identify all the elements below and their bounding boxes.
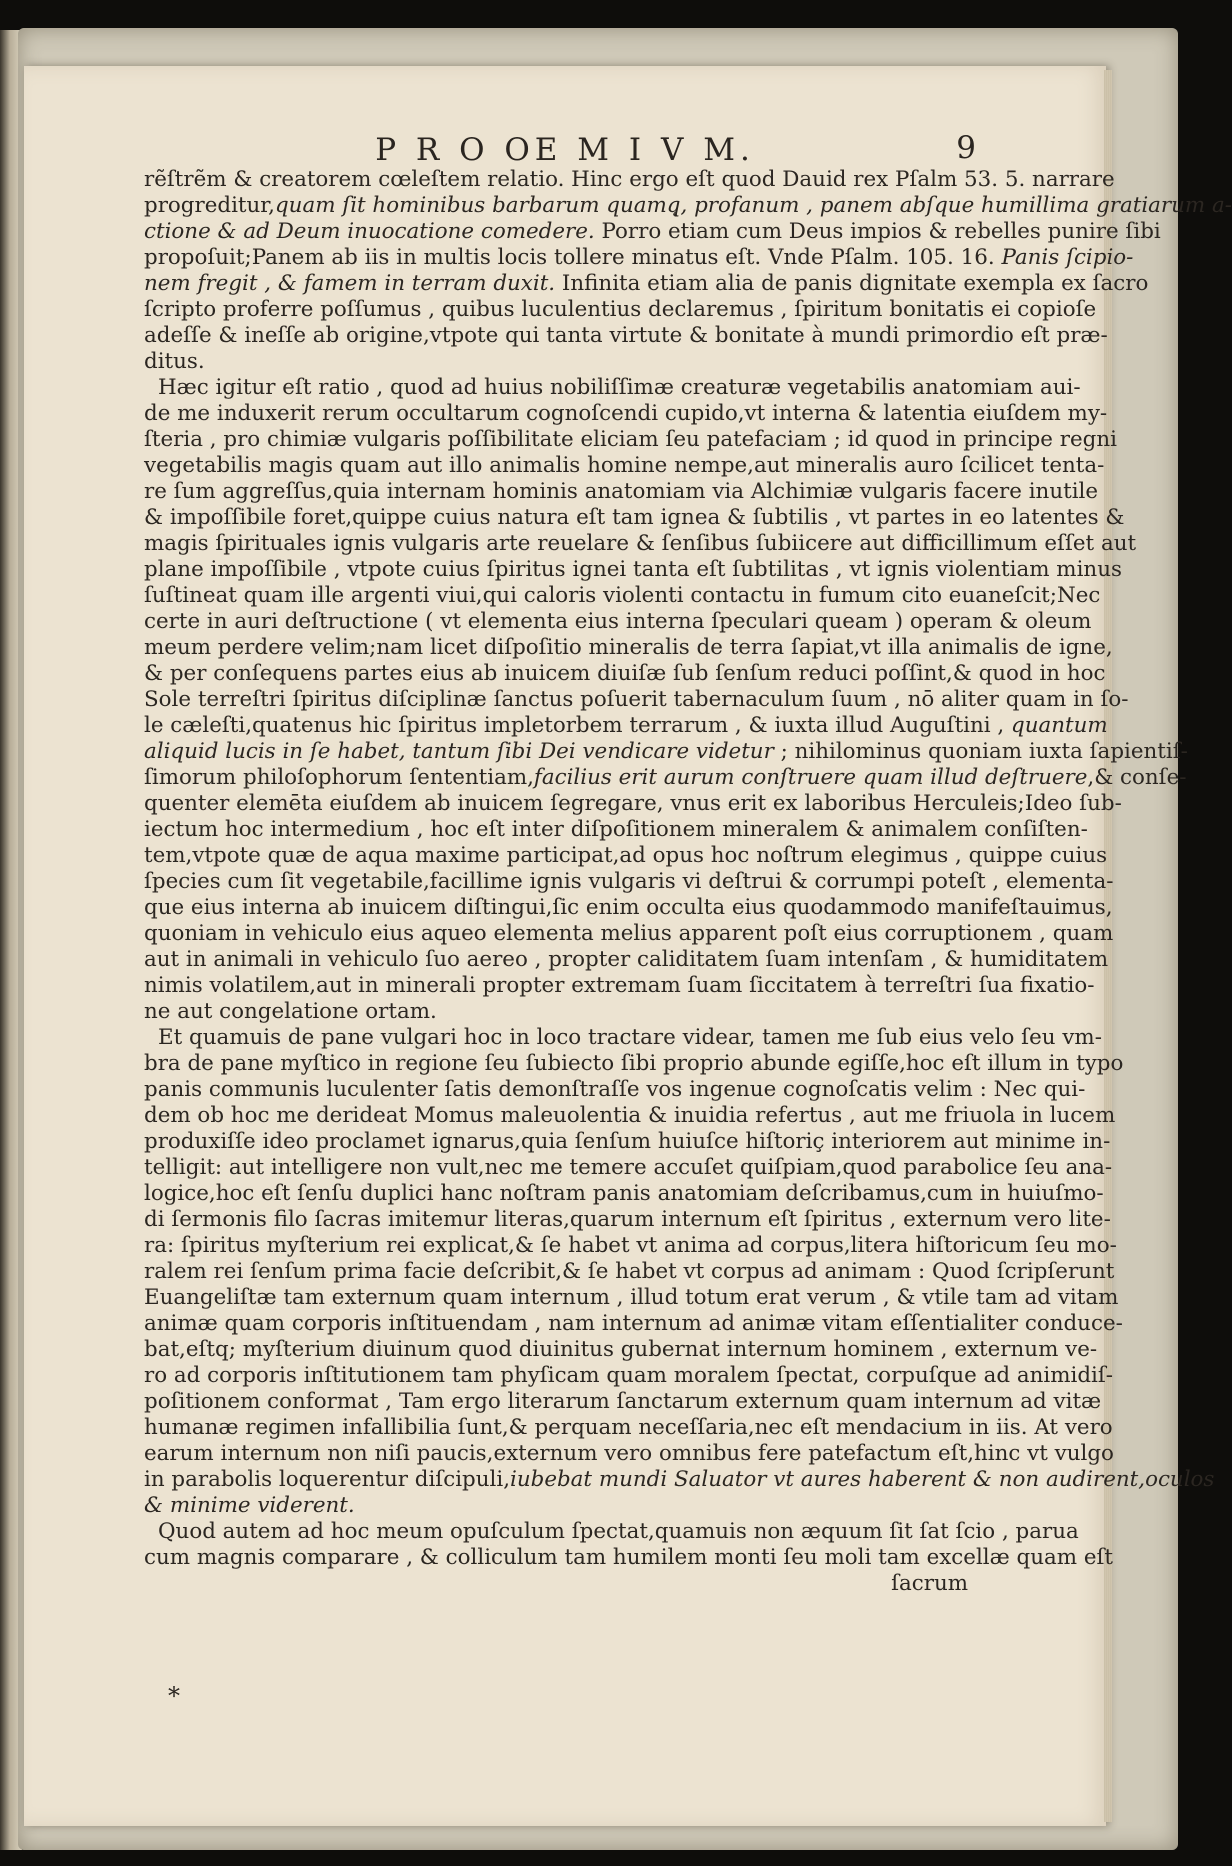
text-line: [144, 1363, 1114, 1389]
roman-run: earum internum non niſi paucis,externum vero omnibus fere patefactum eſt,hinc vt vulgo: [144, 1441, 1114, 1466]
roman-run: Et quamuis de pane vulgari hoc in loco tractare videar, tamen me ſub eius velo ſeu vm-: [158, 1025, 1102, 1050]
text-line: [144, 869, 1114, 895]
text-line: [144, 349, 968, 375]
text-line: [144, 193, 1232, 219]
roman-run: le cæleſti,quatenus hic ſpiritus impletorbem terrarum , & iuxta illud Auguſtini ,: [144, 713, 1005, 738]
roman-run: Quod autem ad hoc meum opuſculum ſpectat,quamuis non æquum ſit ſat ſcio , parua: [158, 1519, 1079, 1544]
text-line: [144, 843, 1108, 869]
roman-run: progreditur,: [144, 193, 275, 218]
roman-run: nimis volatilem,aut in minerali propter extremam ſuam ſiccitatem à terreſtri ſua fixatio-: [144, 973, 1095, 998]
roman-run: & impoſſibile foret,quippe cuius natura eſt tam ignea & ſubtilis , vt partes in eo latentes &: [144, 505, 1125, 530]
text-line: [144, 609, 1092, 635]
body-text: [144, 167, 1232, 1597]
text-line: [144, 661, 1106, 687]
text-line: [144, 479, 1099, 505]
roman-run: magis ſpirituales ignis vulgaris arte reuelare & ſenſibus ſubiicere aut difficillimum eſſet aut: [144, 531, 1137, 556]
text-line: [144, 687, 1129, 713]
text-line: [144, 427, 1117, 453]
text-line: [144, 1337, 1098, 1363]
roman-run: rẽſtrẽm & creatorem cœleſtem relatio. Hinc ergo eſt quod Dauid rex Pſalm 53. 5. narrare: [144, 167, 1115, 192]
text-line: [144, 167, 1115, 193]
roman-run: in parabolis loquerentur diſcipuli,: [144, 1467, 511, 1492]
roman-run: quoniam in vehiculo eius aqueo elementa melius apparent poſt eius corruptionem , quam: [144, 921, 1114, 946]
text-line: [144, 219, 1161, 245]
text-line: [144, 1389, 1102, 1415]
text-line: [144, 1103, 1116, 1129]
text-line: [144, 973, 1095, 999]
roman-run: Infinita etiam alia de panis dignitate exempla ex ſacro: [555, 271, 1149, 296]
roman-run: vegetabilis magis quam aut illo animalis homine nempe,aut mineralis auro ſcilicet tenta-: [144, 453, 1105, 478]
text-line: [144, 739, 1188, 765]
roman-run: Hæc igitur eſt ratio , quod ad huius nobiliſſimæ creaturæ vegetabilis anatomiam aui-: [158, 375, 1081, 400]
marginal-asterisk: *: [168, 1682, 180, 1710]
text-line: [144, 1519, 1079, 1545]
roman-run: bra de pane myſtico in regione ſeu ſubiecto ſibi proprio abunde egiſſe,hoc eſt illum in typo: [144, 1051, 1124, 1076]
text-line: [144, 557, 1122, 583]
roman-run: ditus.: [144, 349, 205, 374]
roman-run: ro ad corporis inſtitutionem tam phyſicam quam moralem ſpectat, corpuſque ad animidiſ-: [144, 1363, 1114, 1388]
text-line: [144, 1181, 1104, 1207]
roman-run: Sole terreſtri ſpiritus diſciplinæ ſanctus poſuerit tabernaculum ſuum , nō aliter quam in ſo-: [144, 687, 1129, 712]
roman-run: iectum hoc intermedium , hoc eſt inter diſpoſitionem mineralem & animalem conſiſten-: [144, 817, 1088, 842]
text-line: [144, 947, 1109, 973]
header-title: P R O OE M I V M.: [375, 132, 755, 168]
text-line: [144, 817, 1088, 843]
text-line: [144, 1155, 1113, 1181]
text-line: [144, 1441, 1114, 1467]
text-line: [144, 583, 1101, 609]
italic-run: aliquid lucis in ſe habet, tantum ſibi Dei vendicare videtur: [144, 739, 774, 764]
roman-run: humanæ regimen infallibilia ſunt,& perquam neceſſaria,nec eſt mendacium in iis. At vero: [144, 1415, 1113, 1440]
text-line: [144, 999, 968, 1025]
italic-run: ctione & ad Deum inuocatione comedere.: [144, 219, 595, 244]
text-line: [144, 453, 1105, 479]
text-line: [144, 1025, 1102, 1051]
text-line: [144, 1545, 1114, 1571]
text-line: [144, 1493, 968, 1519]
page-number: 9: [956, 130, 976, 166]
text-line: [144, 895, 1113, 921]
italic-run: iubebat mundi Saluator vt aures haberent & non audirent,oculos: [510, 1467, 1215, 1492]
text-line: [144, 1467, 1215, 1493]
roman-run: ; nihilominus quoniam iuxta ſapientiſ-: [773, 739, 1188, 764]
roman-run: ſuſtineat quam ille argenti viui,qui caloris violenti contactu in fumum cito euaneſcit;Nec: [144, 583, 1101, 608]
text-line: [144, 1233, 1117, 1259]
italic-run: facilius erit aurum conſtruere quam illud deſtruere: [533, 765, 1088, 790]
text-line: [144, 1051, 1124, 1077]
text-line: [144, 1077, 1086, 1103]
roman-run: tem,vtpote quæ de aqua maxime participat,ad opus hoc noſtrum elegimus , quippe cuius: [144, 843, 1108, 868]
text-line: [144, 765, 1187, 791]
roman-run: ra: ſpiritus myſterium rei explicat,& ſe habet vt anima ad corpus,litera hiſtoricum ſeu mo-: [144, 1233, 1117, 1258]
roman-run: plane impoſſibile , vtpote cuius ſpiritus ignei tanta eſt ſubtilitas , vt ignis violentiam minus: [144, 557, 1122, 582]
text-line: [144, 531, 1137, 557]
text-line: [144, 297, 1097, 323]
roman-run: re ſum aggreſſus,quia internam hominis anatomiam via Alchimiæ vulgaris facere inutile: [144, 479, 1099, 504]
roman-run: ralem rei ſenſum prima facie deſcribit,& ſe habet vt corpus ad animam : Quod ſcripſerunt: [144, 1259, 1115, 1284]
text-line: [144, 1129, 1111, 1155]
running-head: [24, 128, 1106, 168]
roman-run: ſpecies cum ſit vegetabile,facillime ignis vulgaris vi deſtrui & corrumpi poteſt , elementa-: [144, 869, 1114, 894]
roman-run: certe in auri deſtructione ( vt elementa eius interna ſpeculari queam ) operam & oleum: [144, 609, 1092, 634]
text-line: [144, 245, 1134, 271]
text-line: [144, 271, 1149, 297]
roman-run: ne aut congelatione ortam.: [144, 999, 437, 1024]
roman-run: produxiſſe ideo proclamet ignarus,quia ſenſum huiuſce hiſtoriç interiorem aut minime in-: [144, 1129, 1111, 1154]
italic-run: quantum: [1004, 713, 1108, 738]
roman-run: ſimorum philoſophorum ſententiam,: [144, 765, 534, 790]
roman-run: panis communis luculenter ſatis demonſtraſſe vos ingenue cognoſcatis velim : Nec qui-: [144, 1077, 1086, 1102]
italic-run: & minime viderent.: [144, 1493, 355, 1518]
roman-run: aut in animali in vehiculo ſuo aereo , propter caliditatem ſuam intenſam , & humiditatem: [144, 947, 1109, 972]
roman-run: que eius interna ab inuicem diſtingui,ſic enim occulta eius quodammodo manifeſtauimus,: [144, 895, 1113, 920]
text-line: [144, 921, 1114, 947]
roman-run: Euangeliſtæ tam externum quam internum , illud totum erat verum , & vtile tam ad vitam: [144, 1285, 1119, 1310]
roman-run: poſitionem conformat , Tam ergo literarum ſanctarum externum quam internum ad vitæ: [144, 1389, 1102, 1414]
roman-run: adeſſe & ineſſe ab origine,vtpote qui tanta virtute & bonitate à mundi primordio eſt præ-: [144, 323, 1108, 348]
roman-run: telligit: aut intelligere non vult,nec me temere accuſet quiſpiam,quod parabolice ſeu ana-: [144, 1155, 1113, 1180]
text-line: [144, 401, 1108, 427]
roman-run: ſcripto proferre poſſumus , quibus luculentius declaremus , ſpiritum bonitatis ei copioſe: [144, 297, 1097, 322]
text-line: [144, 1311, 1123, 1337]
text-line: [144, 791, 1122, 817]
roman-run: cum magnis comparare , & colliculum tam humilem monti ſeu moli tam excellæ quam eſt: [144, 1545, 1114, 1570]
roman-run: di ſermonis filo ſacras imitemur literas,quarum internum eſt ſpiritus , externum vero lite-: [144, 1207, 1111, 1232]
roman-run: Porro etiam cum Deus impios & rebelles punire ſibi: [594, 219, 1161, 244]
italic-run: Panis ſcipio-: [994, 245, 1134, 270]
text-line: [144, 1285, 1119, 1311]
text-line: [144, 1415, 1113, 1441]
roman-run: meum perdere velim;nam licet diſpoſitio mineralis de terra ſapiat,vt illa animalis de igne,: [144, 635, 1113, 660]
text-line: [144, 1259, 1115, 1285]
roman-run: de me induxerit rerum occultarum cognoſcendi cupido,vt interna & latentia eiuſdem my-: [144, 401, 1108, 426]
text-line: [144, 375, 1081, 401]
roman-run: & per conſequens partes eius ab inuicem diuiſæ ſub ſenſum reduci poſſint,& quod in hoc: [144, 661, 1106, 686]
text-line: [144, 1571, 968, 1597]
roman-run: ,& conſe-: [1087, 765, 1187, 790]
text-line: [144, 1207, 1111, 1233]
text-line: [144, 323, 1108, 349]
italic-run: nem fregit , & famem in terram duxit.: [144, 271, 556, 296]
roman-run: bat,eſtq; myſterium diuinum quod diuinitus gubernat internum hominem , externum ve-: [144, 1337, 1098, 1362]
roman-run: dem ob hoc me derideat Momus maleuolentia & inuidia refertus , aut me friuola in lucem: [144, 1103, 1116, 1128]
roman-run: ſteria , pro chimiæ vulgaris poſſibilitate eliciam ſeu patefaciam ; id quod in principe regni: [144, 427, 1117, 452]
roman-run: animæ quam corporis inſtituendam , nam internum ad animæ vitam eſſentialiter conduce-: [144, 1311, 1123, 1336]
roman-run: ſacrum: [891, 1571, 968, 1596]
text-line: [144, 635, 1113, 661]
roman-run: quenter elemēta eiuſdem ab inuicem ſegregare, vnus erit ex laboribus Herculeis;Ideo ſub-: [144, 791, 1122, 816]
italic-run: quam ſit hominibus barbarum quamq̨, profanum , panem abſque humillima gratiarum a-: [274, 193, 1232, 218]
roman-run: logice,hoc eſt ſenſu duplici hanc noſtram panis anatomiam deſcribamus,cum in huiuſmo-: [144, 1181, 1104, 1206]
text-line: [144, 505, 1125, 531]
text-line: [144, 713, 1108, 739]
roman-run: propoſuit;Panem ab iis in multis locis tollere minatus eſt. Vnde Pſalm. 105. 16.: [144, 245, 995, 270]
